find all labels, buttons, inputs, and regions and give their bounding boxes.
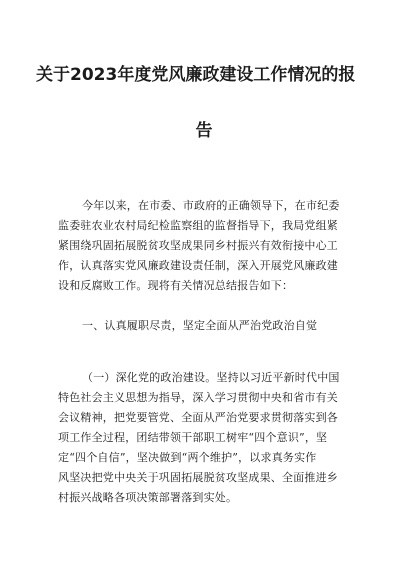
paragraph-line: 作，认真落实党风廉政建设责任制，深入开展党风廉政建 [58,259,338,272]
paragraph-line: 定“四个自信”，坚决做到“两个维护”，以求真务实作 [58,451,317,464]
section-heading-text: 一、认真履职尽责，坚定全面从严治党政治自觉 [82,319,318,332]
paragraph-line: 监委驻农业农村局纪检监察组的监督指导下，我局党组紧 [58,219,338,232]
paragraph-line: 今年以来，在市委、市政府的正确领导下，在市纪委 [82,199,340,212]
paragraph-line: 项工作全过程，团结带领干部职工树牢“四个意识”，坚 [58,431,328,444]
paragraph-line: 村振兴战略各项决策部署落到实处。 [58,491,238,504]
paragraph-line: 会议精神，把党要管党、全面从严治党要求贯彻落实到各 [58,411,338,424]
paragraph-line: 风坚决把党中央关于巩固拓展脱贫攻坚成果、全面推进乡 [58,471,338,484]
paragraph-line: 紧围绕巩固拓展脱贫攻坚成果同乡村振兴有效衔接中心工 [58,239,338,252]
intro-paragraph [58,196,358,296]
paragraph-line: （一）深化党的政治建设。坚持以习近平新时代中国 [82,371,340,384]
document-title-line-2: 告 [195,121,213,141]
section-heading [82,316,382,336]
paragraph-line: 设和反腐败工作。现将有关情况总结报告如下： [58,279,294,292]
section-paragraph [58,368,358,508]
paragraph-line: 特色社会主义思想为指导，深入学习贯彻中央和省市有关 [58,391,338,404]
document-title-line-1: 关于2023年度党风廉政建设工作情况的报 [36,65,356,85]
